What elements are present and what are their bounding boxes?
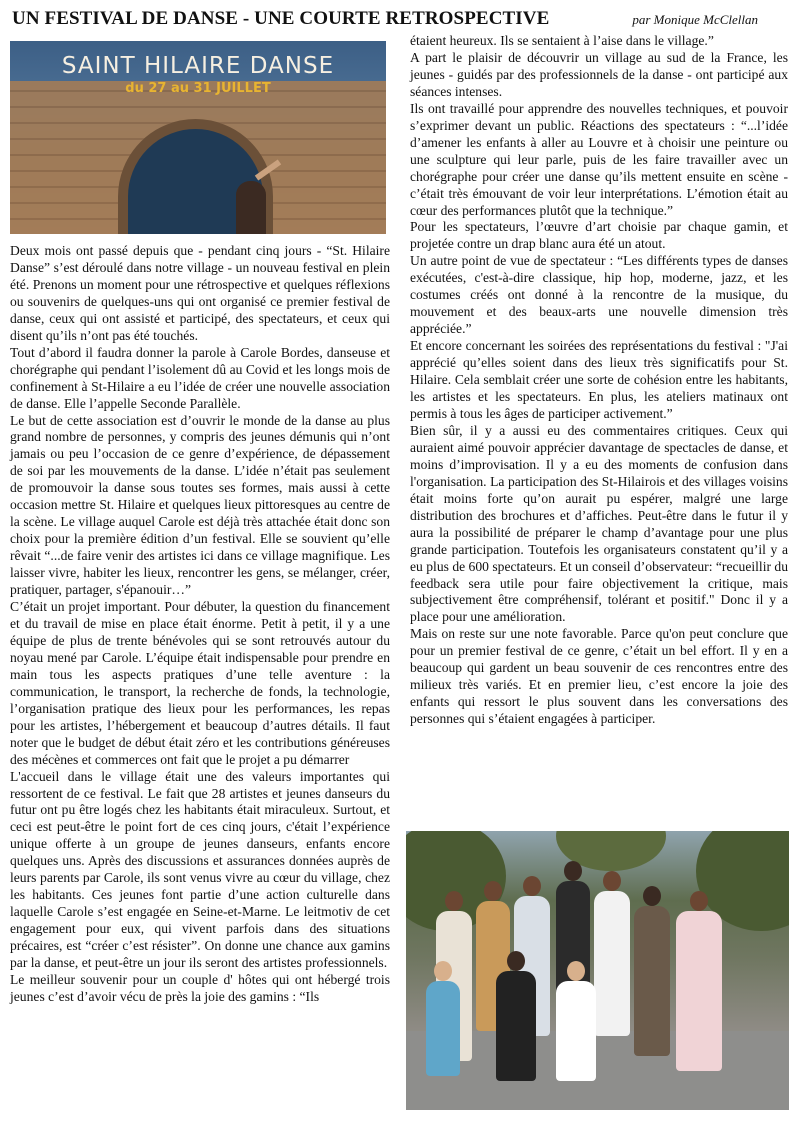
paragraph: Le meilleur souvenir pour un couple d' hôtes qui ont hébergé trois jeunes c’est d’avoir vécu de près la joie des gamins : “Ils (10, 971, 390, 1004)
head (484, 881, 502, 901)
paragraph: Deux mois ont passé depuis que - pendant cinq jours - “St. Hilaire Danse” s’est déroulé dans notre village - un nouveau festival en plein été. Prenons un moment pour une rétrospective et quelques réflexions ou souvenirs de quelques-uns qui ont organisé ce premier festival de danse, ceux qui ont assisté et participé, des spectateurs, et ceux qui disent qu’ils n’ont pas été touchés. (10, 243, 390, 343)
left-column (10, 243, 390, 1006)
festival-poster-photo (10, 41, 386, 234)
head (564, 861, 582, 881)
paragraph: C’était un projet important. Pour débuter, la question du financement et du travail de mise en place était énorme. Petit à petit, il y a une équipe de plus de trente bénévoles qui se sont retrouvés autour du noyau mené par Carole. L’équipe était indispensable pour prendre en main tous les aspects pratiques d’une telle aventure : la communication, le transport, la recherche de fonds, la technologie, l’organisation pratique des lieux pour les performances, les repas pour les artistes, l’hébergement et beaucoup d’autres détails. Il faut noter que le budget de début était zéro et les contributions généreuses des mécènes et commerces ont fait que le projet a pu démarrer (10, 599, 390, 767)
person (556, 981, 596, 1081)
head (523, 876, 541, 896)
paragraph: A part le plaisir de découvrir un village au sud de la France, les jeunes - guidés par des professionnels de la danse - ont participé aux séances intenses. (410, 49, 788, 99)
paragraph: Ils ont travaillé pour apprendre des nouvelles techniques, et pouvoir s’exprimer devant un public. Réactions des spectateurs : “...l’idée d’amener les enfants à aller au Louvre et à choisir une peinture ou une sculpture qui leur parle, puis de les faire travailler avec un chorégraphe pour créer une danse qu’ils mettent ensuite en scène - c’était très émouvant de voir leur interprétations. L’émotion était au cœur des performances plutôt que la technique.” (410, 100, 788, 218)
paragraph: Tout d’abord il faudra donner la parole à Carole Bordes, danseuse et chorégraphe qui pendant l’isolement dû au Covid et les longs mois de confinement à St-Hilaire a eu l’idée de créer une nouvelle association de danse. Elle l’appelle Seconde Parallèle. (10, 344, 390, 411)
head (690, 891, 708, 911)
head (643, 886, 661, 906)
poster-dates: du 27 au 31 JUILLET (125, 81, 271, 96)
paragraph: L'accueil dans le village était une des valeurs importantes qui ressortent de ce festival. Le fait que 28 artistes et jeunes danseurs du futur ont pu être logés chez les habitants était miraculeux. Surtout, et ceci est peut-être le point fort de ces cinq jours, c'était l’expérience unique offerte à un groupe de jeunes danseurs, enfants encore quelques uns. Après des discussions et assurances données auprès de leurs parents par Carole, ils sont venus vivre au cœur du village, chez les habitants. Ces jeunes font partie d’une action culturelle dans laquelle Carole s’est engagée en Seine-et-Marne. Le leitmotiv de cet engagement pour eux, qui vivent parfois dans des situations précaires, est “créer c’est résister”. On donne une chance aux gamins par la danse, et peut-être un jour ils seront des artistes professionnels. (10, 768, 390, 971)
person (496, 971, 536, 1081)
paragraph: Un autre point de vue de spectateur : “Les différents types de danses exécutées, c'est-à-dire classique, hip hop, moderne, jazz, et les costumes créés ont donné à la rencontre de la musique, du mouvement et des beaux-arts une nouvelle dimension très appréciée.” (410, 253, 788, 337)
head (603, 871, 621, 891)
article-title: UN FESTIVAL DE DANSE - UNE COURTE RETROSPECTIVE (12, 8, 550, 29)
right-column (410, 33, 788, 728)
paragraph: Le but de cette association est d’ouvrir le monde de la danse au plus grand nombre de personnes, y compris des jeunes démunis qui n’ont jamais ou peu l’occasion de ce genre d’expérience, de dépassement de soi par les mouvements de la danse. L’idée n’était pas seulement de promouvoir la danse sous toutes ses formes, mais aussi à cette occasion mettre St. Hilaire et quelques lieux pittoresques au centre de la scène. Le village auquel Carole est déjà très attachée était donc son choix pour la première édition d’un festival. Elle se souvient qu’elle rêvait “...de faire venir des artistes ici dans ce village magnifique. Les laisser vivre, habiter les lieux, rencontrer les gens, se mélanger, créer, pratiquer, partager, s'épanouir…” (10, 412, 390, 598)
head (434, 961, 452, 981)
article-byline: par Monique McClellan (632, 12, 758, 27)
paragraph: Bien sûr, il y a aussi eu des commentaires critiques. Ceux qui auraient aimé pouvoir apprécier davantage de spectacles de danse, et moins d’improvisation. Il y a eu des moments de confusion dans l'organisation. La participation des St-Hilairois et des villages voisins était moins forte qu’on aurait pu espérer, malgré une large distribution des brochures et d’affiches. Peut-être dans le futur il y aura la possibilité de préparer le champ d’avantage pour une plus grande participation. Toutefois les organisateurs constatent qu’il y a eu plus de 600 spectateurs. Et un conseil d’observateur: “recueillir du feedback sera utile pour faire objectivement la critique, mais subjectivement être compréhensif, tolérant et positif." Donc il y a place pour une amélioration. (410, 422, 788, 625)
paragraph: Mais on reste sur une note favorable. Parce qu'on peut conclure que pour un premier festival de ce genre, c’était un bel effort. Il y en a beaucoup qui gardent un beau souvenir de ces rencontres entre des milieux très variés. Et en premier lieu, c’est encore la joie des enfants qui ressort le plus souvent dans les conversations des personnes qui s’étaient engagées à participer. (410, 626, 788, 727)
person (426, 981, 460, 1076)
dancer-figure (236, 181, 266, 234)
head (507, 951, 525, 971)
head (567, 961, 585, 981)
person (676, 911, 722, 1071)
person (634, 906, 670, 1056)
article-header (12, 8, 788, 32)
paragraph: étaient heureux. Ils se sentaient à l’aise dans le village.” (410, 33, 714, 48)
paragraph: Pour les spectateurs, l’œuvre d’art choisie par chaque gamin, et projetée contre un drap blanc aura été un atout. (410, 219, 788, 252)
poster-title: SAINT HILAIRE DANSE (61, 53, 335, 79)
group-photo (406, 831, 789, 1110)
paragraph: Et encore concernant les soirées des représentations du festival : "J'ai apprécié qu’elles soient dans des lieux très significatifs pour St. Hilaire. Cela semblait créer une sorte de cohésion entre les habitants, les artistes et les spectateurs. En plus, les ateliers matinaux ont permis à tous les âges de participer activement.” (410, 338, 788, 421)
person (594, 891, 630, 1036)
head (445, 891, 463, 911)
